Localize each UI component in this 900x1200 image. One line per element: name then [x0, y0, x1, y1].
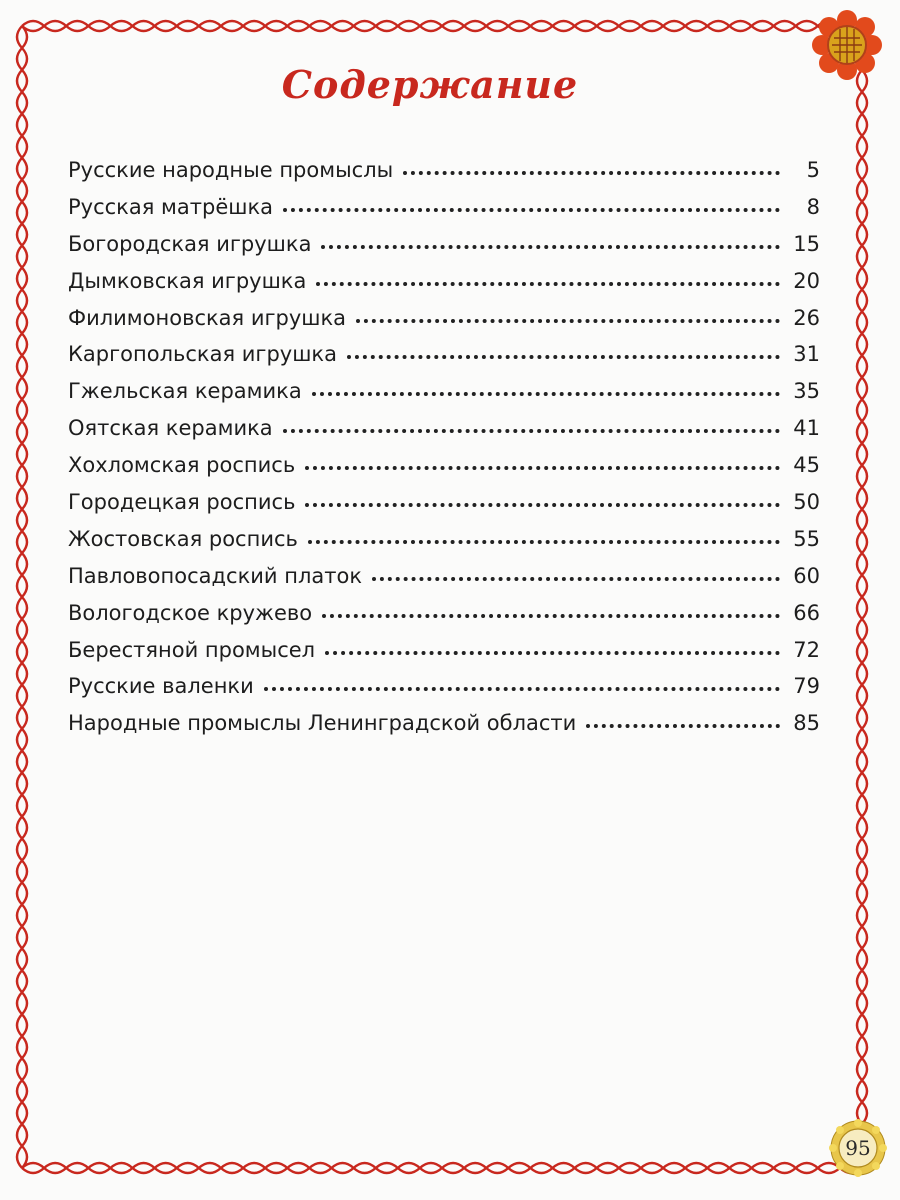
toc-entry-page: 20 — [793, 268, 820, 293]
toc-leader-dots — [372, 577, 780, 581]
toc-entry-page: 45 — [793, 453, 820, 478]
toc-entry[interactable] — [68, 638, 820, 675]
toc-entry-page: 55 — [793, 526, 820, 551]
toc-entry-title: Городецкая роспись — [68, 490, 296, 515]
toc-entry[interactable] — [68, 158, 820, 195]
toc-entry-title: Павловопосадский платок — [68, 563, 363, 588]
page-number-badge — [828, 1118, 888, 1178]
page-title: Содержание — [281, 62, 579, 107]
toc-entry[interactable] — [68, 232, 820, 269]
toc-entry-title: Дымковская игрушка — [68, 268, 307, 293]
toc-entry[interactable] — [68, 269, 820, 306]
table-of-contents — [68, 158, 820, 748]
toc-entry-title: Вологодское кружево — [68, 600, 313, 625]
toc-entry-page: 5 — [806, 158, 820, 182]
toc-entry[interactable] — [68, 453, 820, 490]
toc-entry-title: Народные промыслы Ленинградской области — [68, 711, 577, 736]
toc-entry-title: Богородская игрушка — [68, 231, 312, 256]
toc-entry-page: 41 — [793, 416, 820, 441]
toc-entry[interactable] — [68, 527, 820, 564]
toc-entry[interactable] — [68, 416, 820, 453]
toc-entry[interactable] — [68, 564, 820, 601]
toc-entry[interactable] — [68, 306, 820, 343]
toc-leader-dots — [264, 687, 780, 691]
toc-entry-page: 66 — [793, 600, 820, 625]
page-number: 95 — [845, 1136, 871, 1160]
toc-entry-title: Каргопольская игрушка — [68, 342, 337, 367]
toc-entry[interactable] — [68, 342, 820, 379]
toc-leader-dots — [305, 466, 780, 470]
toc-entry[interactable] — [68, 674, 820, 711]
toc-leader-dots — [283, 208, 780, 212]
toc-leader-dots — [308, 540, 780, 544]
toc-entry[interactable] — [68, 490, 820, 527]
toc-leader-dots — [305, 503, 780, 507]
toc-leader-dots — [321, 245, 780, 249]
toc-entry-page: 35 — [793, 379, 820, 404]
toc-entry-page: 50 — [793, 490, 820, 515]
toc-leader-dots — [356, 319, 780, 323]
toc-leader-dots — [403, 171, 780, 175]
toc-entry-title: Русская матрёшка — [68, 194, 274, 219]
toc-entry-page: 60 — [793, 563, 820, 588]
toc-entry-title: Русские народные промыслы — [68, 158, 394, 182]
toc-leader-dots — [347, 355, 780, 359]
toc-entry-page: 85 — [793, 711, 820, 736]
toc-entry-title: Оятская керамика — [68, 416, 273, 441]
toc-entry-title: Хохломская роспись — [68, 453, 296, 478]
toc-entry-title: Русские валенки — [68, 674, 254, 699]
toc-leader-dots — [586, 724, 780, 728]
toc-leader-dots — [325, 651, 780, 655]
toc-entry-page: 15 — [793, 231, 820, 256]
toc-entry[interactable] — [68, 195, 820, 232]
toc-entry-title: Берестяной промысел — [68, 637, 316, 662]
toc-entry-page: 8 — [806, 194, 820, 219]
toc-entry-title: Филимоновская игрушка — [68, 305, 347, 330]
toc-entry[interactable] — [68, 711, 820, 748]
toc-leader-dots — [316, 282, 780, 286]
toc-entry-page: 79 — [793, 674, 820, 699]
toc-leader-dots — [322, 614, 780, 618]
toc-leader-dots — [283, 429, 780, 433]
toc-entry-title: Гжельская керамика — [68, 379, 302, 404]
toc-entry[interactable] — [68, 601, 820, 638]
toc-entry[interactable] — [68, 379, 820, 416]
toc-entry-page: 31 — [793, 342, 820, 367]
toc-entry-page: 72 — [793, 637, 820, 662]
toc-entry-page: 26 — [793, 305, 820, 330]
toc-leader-dots — [312, 392, 780, 396]
toc-entry-title: Жостовская роспись — [68, 526, 298, 551]
